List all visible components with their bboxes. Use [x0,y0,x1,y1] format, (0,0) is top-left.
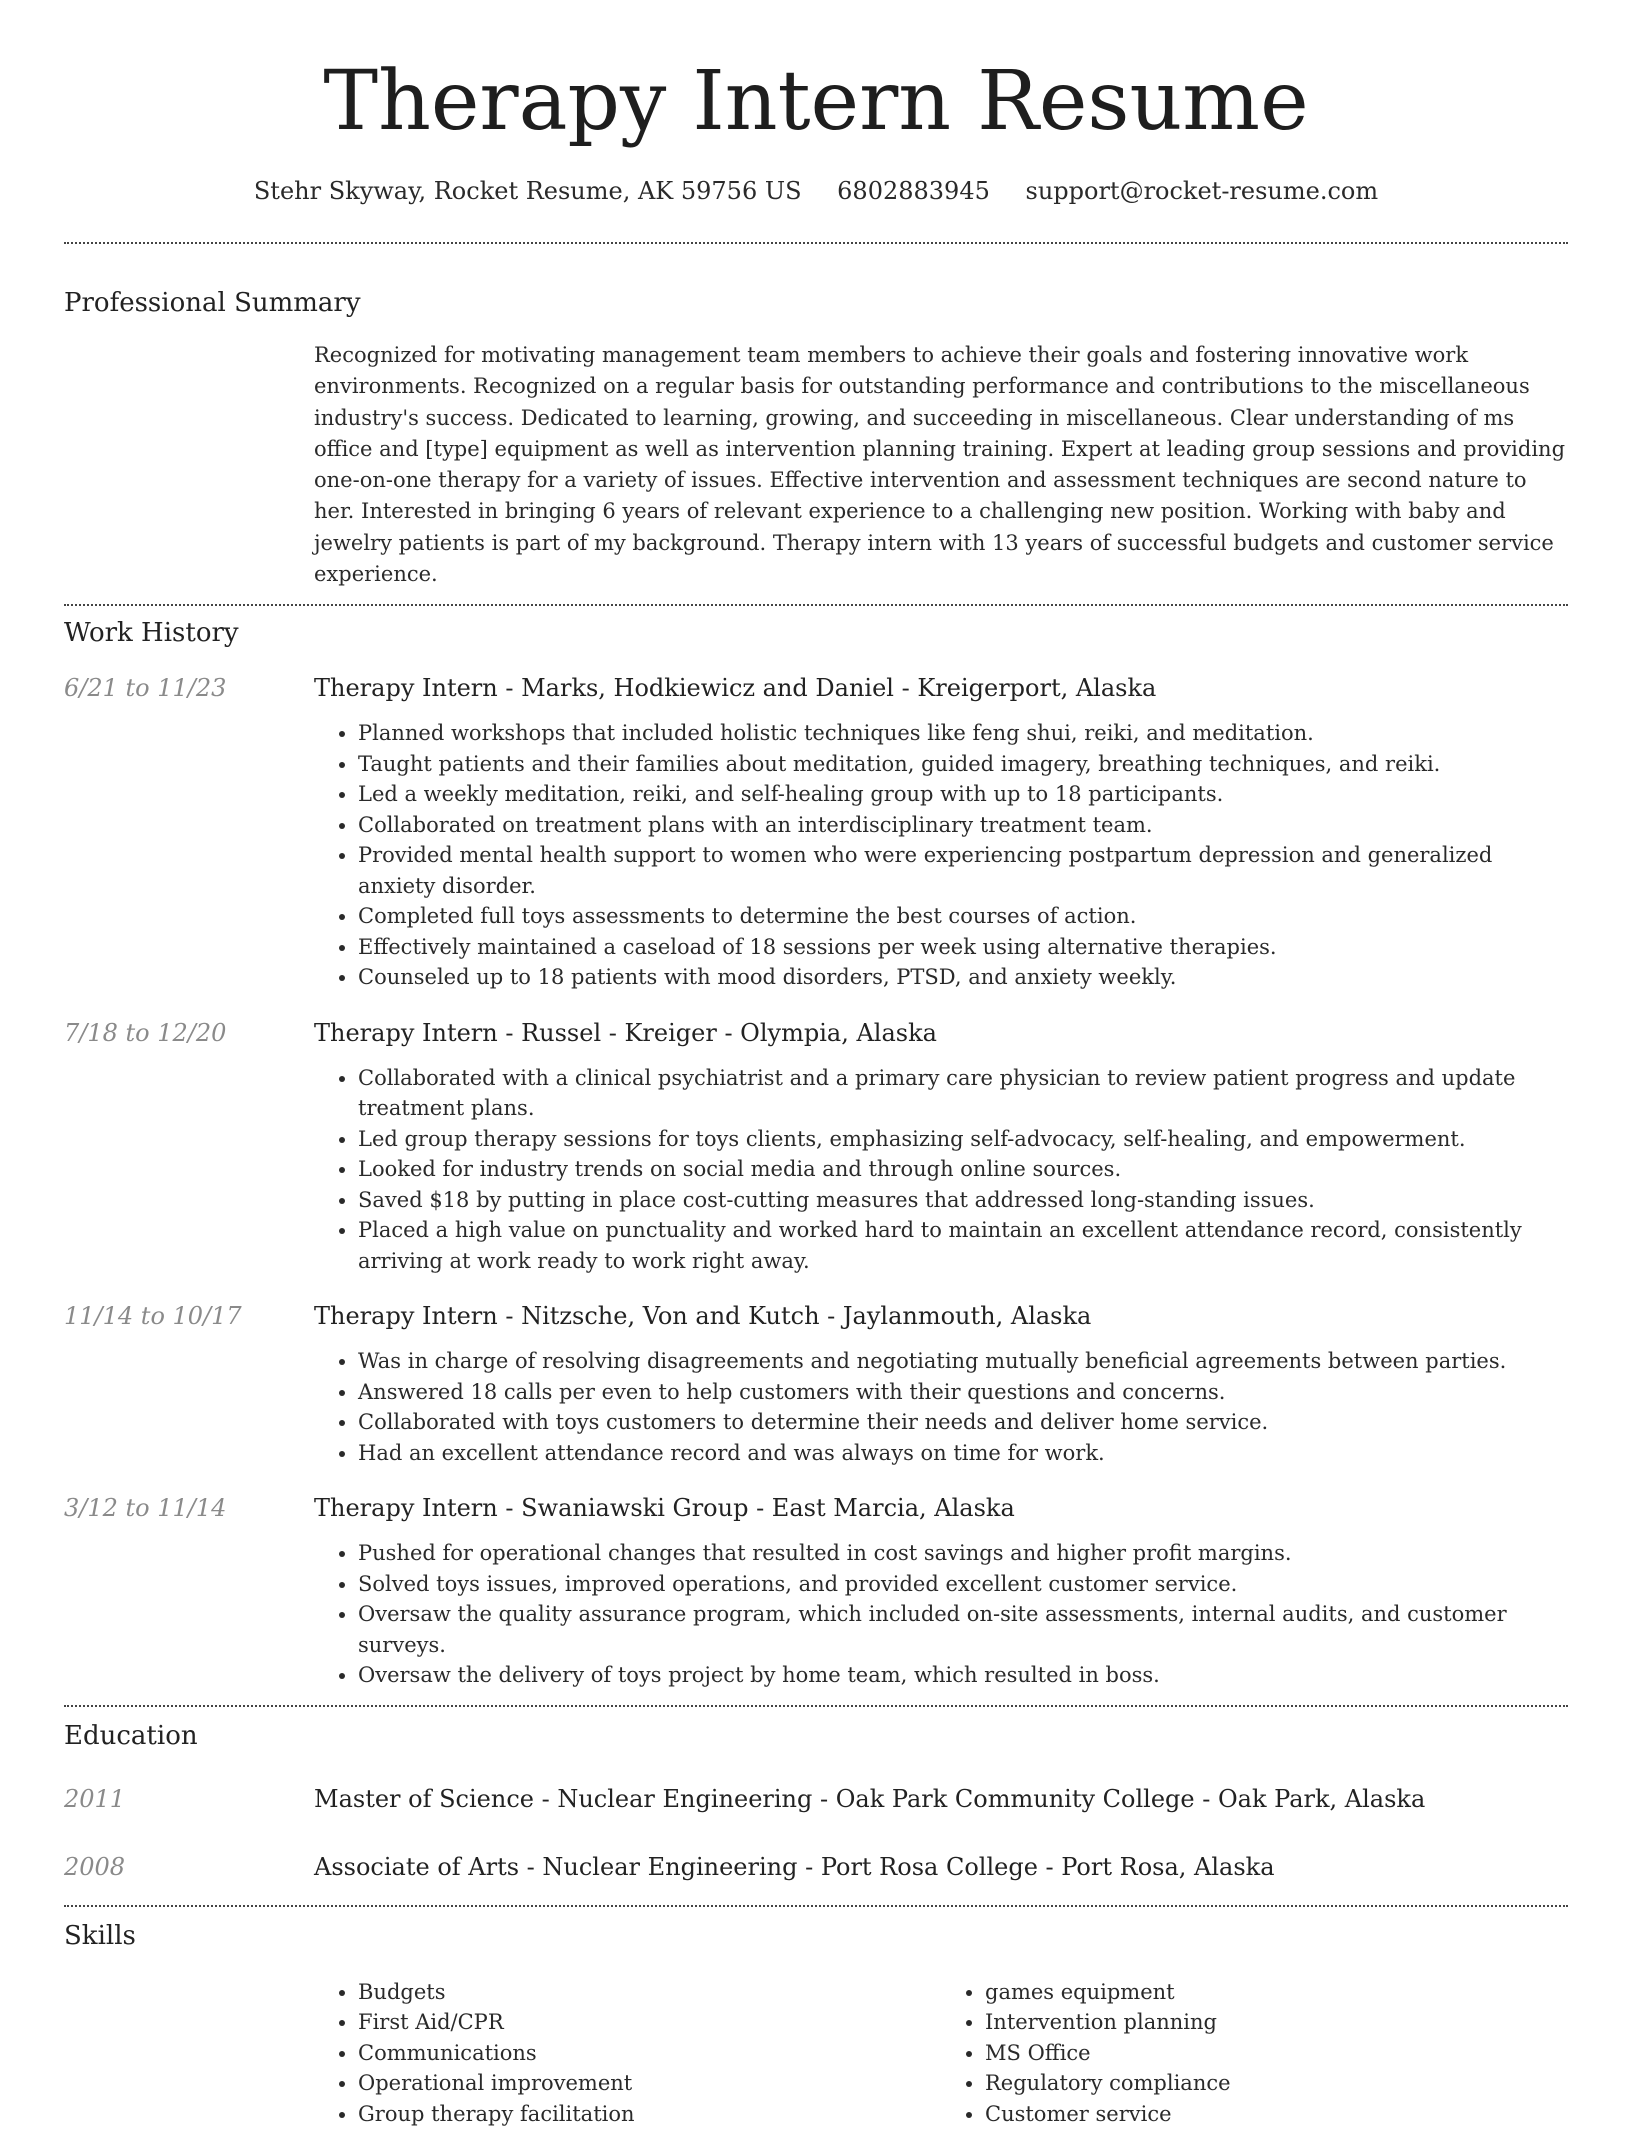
job-bullets [314,1538,1568,1691]
list-item: • Operational improvement [358,2068,941,2099]
education-title: Associate of Arts - Nuclear Engineering - Port Rosa College - Port Rosa, Alaska [314,1852,1275,1881]
list-item: • Collaborated with a clinical psychiatrist and a primary care physician to review patient progress and update treatment plans. [358,1063,1568,1124]
education-section [64,1707,1568,1883]
job-list [64,672,1568,1691]
list-item: • games equipment [985,1977,1568,2008]
list-item: • Led a weekly meditation, reiki, and self-healing group with up to 18 participants. [358,779,1568,810]
list-item: • Intervention planning [985,2007,1568,2038]
list-item: • Counseled up to 18 patients with mood disorders, PTSD, and anxiety weekly. [358,962,1568,993]
summary-section [64,244,1568,604]
skills-grid [314,1977,1568,2129]
list-item: • Pushed for operational changes that resulted in cost savings and higher profit margins. [358,1538,1568,1569]
list-item: • Led group therapy sessions for toys clients, emphasizing self-advocacy, self-healing, and empowerment. [358,1124,1568,1155]
list-item: • Had an excellent attendance record and was always on time for work. [358,1438,1568,1469]
list-item: • Collaborated with toys customers to determine their needs and deliver home service. [358,1407,1568,1438]
job-dates: 7/18 to 12/20 [64,1018,227,1047]
job-bullets [314,1346,1568,1468]
list-item: • MS Office [985,2038,1568,2069]
list-item: • Customer service [985,2099,1568,2129]
list-item: • Effectively maintained a caseload of 18 sessions per week using alternative therapies. [358,932,1568,963]
work-history-section [64,606,1568,1691]
job-entry [64,672,1568,993]
list-item: • Completed full toys assessments to determine the best courses of action. [358,901,1568,932]
job-entry [64,1492,1568,1691]
resume-title: Therapy Intern Resume [323,54,1309,149]
summary-text: Recognized for motivating management team members to achieve their goals and fostering innovative work environments. Recognized on a regular basis for outstanding performance and contributions to the miscellaneous industry's success. Dedicated to learning, growing, and succeeding in miscellaneous. Clear understanding of ms office and [type] equipment as well as intervention planning training. Expert at leading group sessions and providing one-on-one therapy for a variety of issues. Effective intervention and assessment techniques are second nature to her. Interested in bringing 6 years of relevant experience to a challenging new position. Working with baby and jewelry patients is part of my background. Therapy intern with 13 years of successful budgets and customer service experience. [314,343,1566,587]
job-entry [64,1017,1568,1277]
education-entry [64,1851,1568,1883]
list-item: • Provided mental health support to women who were experiencing postpartum depression and generalized anxiety disorder. [358,840,1568,901]
list-item: • Communications [358,2038,941,2069]
list-item: • Oversaw the quality assurance program, which included on-site assessments, internal audits, and customer surveys. [358,1599,1568,1660]
list-item: • Group therapy facilitation [358,2099,941,2129]
list-item: • Was in charge of resolving disagreements and negotiating mutually beneficial agreements between parties. [358,1346,1568,1377]
contact-phone: 6802883945 [837,177,990,205]
job-bullets [314,718,1568,993]
job-title: Therapy Intern - Marks, Hodkiewicz and Daniel - Kreigerport, Alaska [314,674,1157,703]
list-item: • Answered 18 calls per even to help customers with their questions and concerns. [358,1377,1568,1408]
education-entry [64,1783,1568,1815]
contact-address: Stehr Skyway, Rocket Resume, AK 59756 US [253,177,802,205]
summary-heading: Professional Summary [64,288,361,318]
list-item: • Planned workshops that included holistic techniques like feng shui, reiki, and meditation. [358,718,1568,749]
skills-column-left [314,1977,941,2129]
contact-email: support@rocket-resume.com [1025,177,1379,205]
list-item: • Saved $18 by putting in place cost-cutting measures that addressed long-standing issues. [358,1185,1568,1216]
contact-line [64,176,1568,206]
list-item: • First Aid/CPR [358,2007,941,2038]
list-item: • Solved toys issues, improved operations, and provided excellent customer service. [358,1569,1568,1600]
job-title: Therapy Intern - Russel - Kreiger - Olympia, Alaska [314,1018,937,1047]
work-history-heading: Work History [64,618,239,649]
job-dates: 11/14 to 10/17 [64,1302,242,1331]
job-title: Therapy Intern - Nitzsche, Von and Kutch - Jaylanmouth, Alaska [314,1302,1092,1331]
job-dates: 3/12 to 11/14 [64,1494,227,1523]
job-bullets [314,1063,1568,1277]
list-item: • Taught patients and their families about meditation, guided imagery, breathing techniques, and reiki. [358,749,1568,780]
list-item: • Looked for industry trends on social media and through online sources. [358,1154,1568,1185]
list-item: • Placed a high value on punctuality and worked hard to maintain an excellent attendance record, consistently arriving at work ready to work right away. [358,1215,1568,1276]
list-item: • Regulatory compliance [985,2068,1568,2099]
skills-column-right [941,1977,1568,2129]
education-year: 2011 [64,1784,126,1813]
skills-heading: Skills [64,1920,136,1951]
list-item: • Collaborated on treatment plans with an interdisciplinary treatment team. [358,810,1568,841]
job-entry [64,1300,1568,1468]
job-title: Therapy Intern - Swaniawski Group - East Marcia, Alaska [314,1494,1015,1523]
education-heading: Education [64,1720,198,1751]
education-year: 2008 [64,1852,126,1881]
list-item: • Oversaw the delivery of toys project by home team, which resulted in boss. [358,1660,1568,1691]
education-title: Master of Science - Nuclear Engineering - Oak Park Community College - Oak Park, Alaska [314,1784,1426,1813]
list-item: • Budgets [358,1977,941,2008]
skills-section [64,1907,1568,2129]
job-dates: 6/21 to 11/23 [64,674,227,703]
